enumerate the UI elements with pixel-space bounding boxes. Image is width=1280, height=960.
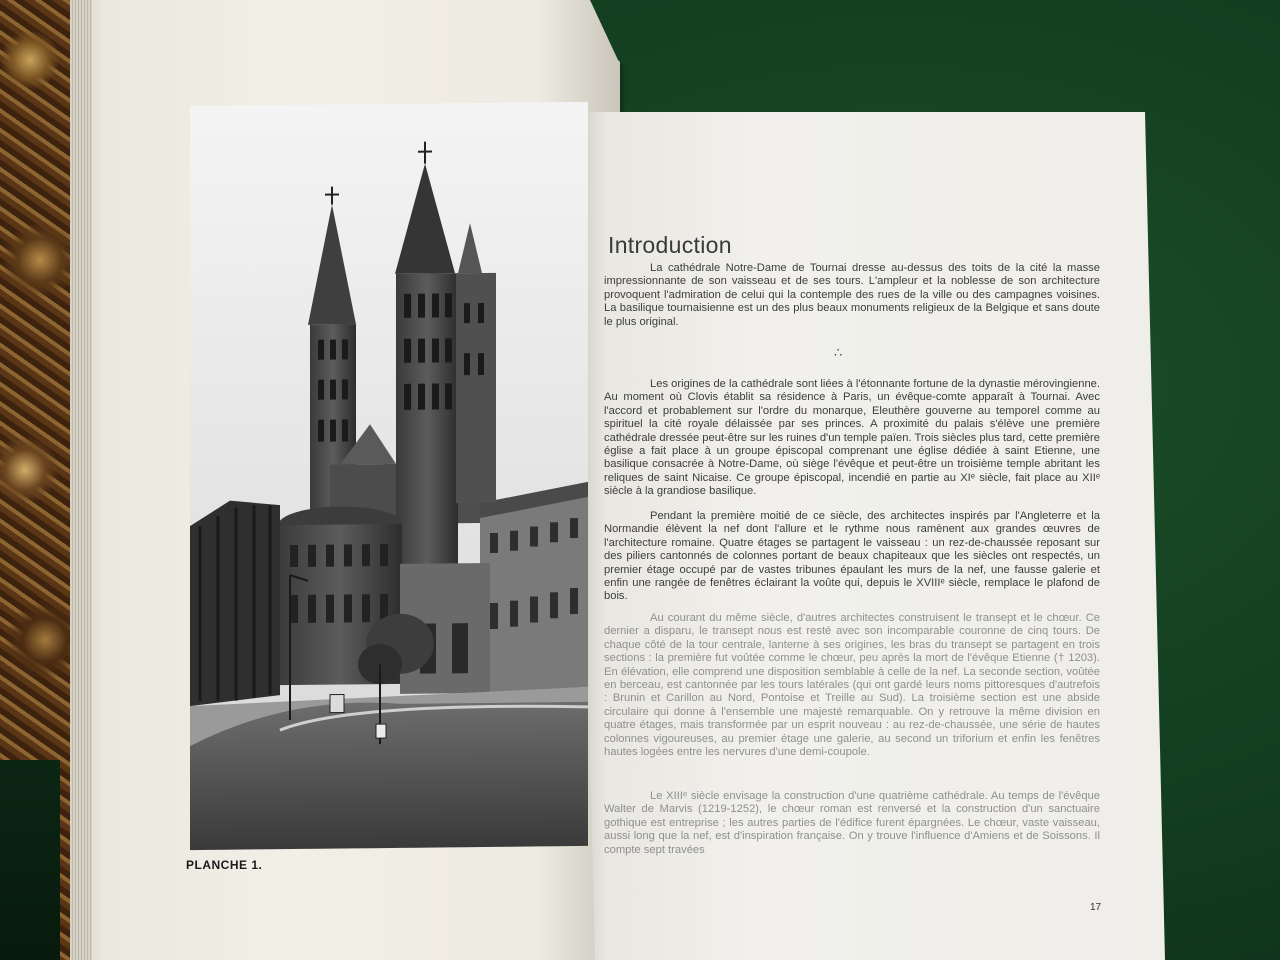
page-number: 17 xyxy=(1090,902,1102,913)
decorative-book-cover xyxy=(0,0,78,960)
cathedral-photo xyxy=(190,102,588,850)
paragraph-text: Le XIIIᵉ siècle envisage la construction d'une quatrième cathédrale. Au temps de l'évêque Walter de Marvis (1219-1252), le chœur roman est renversé et la construction d'un sanctuaire gothique est entreprise ; les autres parties de l'édifice furent épargnées. Le chœur, vaste vaisseau, aussi long que la nef, est d'inspiration française. On y trouve l'influence d'Amiens et de Soissons. Il compte sept travées xyxy=(604,790,1100,856)
paragraph-text: La cathédrale Notre-Dame de Tournai dresse au-dessus des toits de la cité la masse impressionnante de son vaisseau et de ses tours. L'ampleur et la noblesse de son architecture provoquent l'admiration de celui qui la contemple des rues de la ville ou des campagnes voisines. La basilique tournaisienne est un des plus beaux monuments religieux de la Belgique et sans doute le plus original. xyxy=(604,262,1100,328)
photo-caption: PLANCHE 1. xyxy=(186,858,263,872)
paragraph-text: Au courant du même siècle, d'autres architectes construisent le transept et le chœur. Ce dernier a disparu, le transept nous est resté avec son incomparable couronne de cinq tours. De chaque côté de la tour centrale, lanterne à ses origines, les bras du transept se partagent en trois sections : la première fut voûtée comme le chœur, peu après la mort de l'évêque Etienne († 1203). En élévation, elle comprend une disposition semblable à celle de la nef. La seconde section, voûtée en berceau, est cantonnée par les tours latérales (qui ont gardé leurs noms pittoresques d'autrefois : Brunin et Carillon au Nord, Pontoise et Treille au Sud). La troisième section est une abside circulaire qui donne à l'ensemble une majesté remarquable. On y retrouve la même division en quatre étages, mais transformée par un esprit nouveau : au rez-de-chaussée, une série de hautes colonnes vigoureuses, au premier étage une galerie, au second un triforium et enfin les fenêtres hautes logées entre les nervures d'une demi-coupole. xyxy=(604,612,1100,759)
paragraph-4 xyxy=(604,612,1100,759)
cathedral-illustration xyxy=(190,102,588,850)
paragraph-5 xyxy=(604,790,1100,857)
section-heading: Introduction xyxy=(608,232,732,258)
paragraph-1 xyxy=(604,262,1100,329)
section-separator: ∴ xyxy=(834,345,843,360)
paragraph-text: Les origines de la cathédrale sont liées à l'étonnante fortune de la dynastie mérovingienne. Au moment où Clovis établit sa résidence à Paris, un évêque-comte apparaît à Tournai. Avec l'accord et probablement sur l'ordre du monarque, Eleuthère gouverne au temporel comme au spirituel la cité royale délaissée par ses princes. A proximité du palais s'élève une première cathédrale dressée peut-être sur les ruines d'un temple païen. Trois siècles plus tard, cette première église a fait place à un groupe épiscopal comprenant une église dédiée à saint Etienne, une basilique consacrée à Notre-Dame, où siège l'évêque et peut-être un troisième temple abritant les reliques de saint Nicaise. Ce groupe épiscopal, incendié en partie au XIᵉ siècle, fait place au XIIᵉ siècle à la grandiose basilique. xyxy=(604,378,1100,498)
paragraph-2 xyxy=(604,378,1100,499)
paragraph-text: Pendant la première moitié de ce siècle, des architectes inspirés par l'Angleterre et la Normandie élèvent la nef dont l'allure et le rythme nous ramènent aux grandes œuvres de l'architecture romaine. Quatre étages se partagent le vaisseau : un rez-de-chaussée reposant sur des piliers cantonnés de colonnes portant de beaux chapiteaux que les siècles ont respectés, un premier étage occupé par de vastes tribunes épaulant les murs de la nef, une fausse galerie et enfin une rangée de fenêtres éclairant la voûte qui, depuis le XVIIIᵉ siècle, remplace le plafond de bois. xyxy=(604,510,1100,603)
page-edges xyxy=(70,0,92,960)
paragraph-3 xyxy=(604,510,1100,604)
